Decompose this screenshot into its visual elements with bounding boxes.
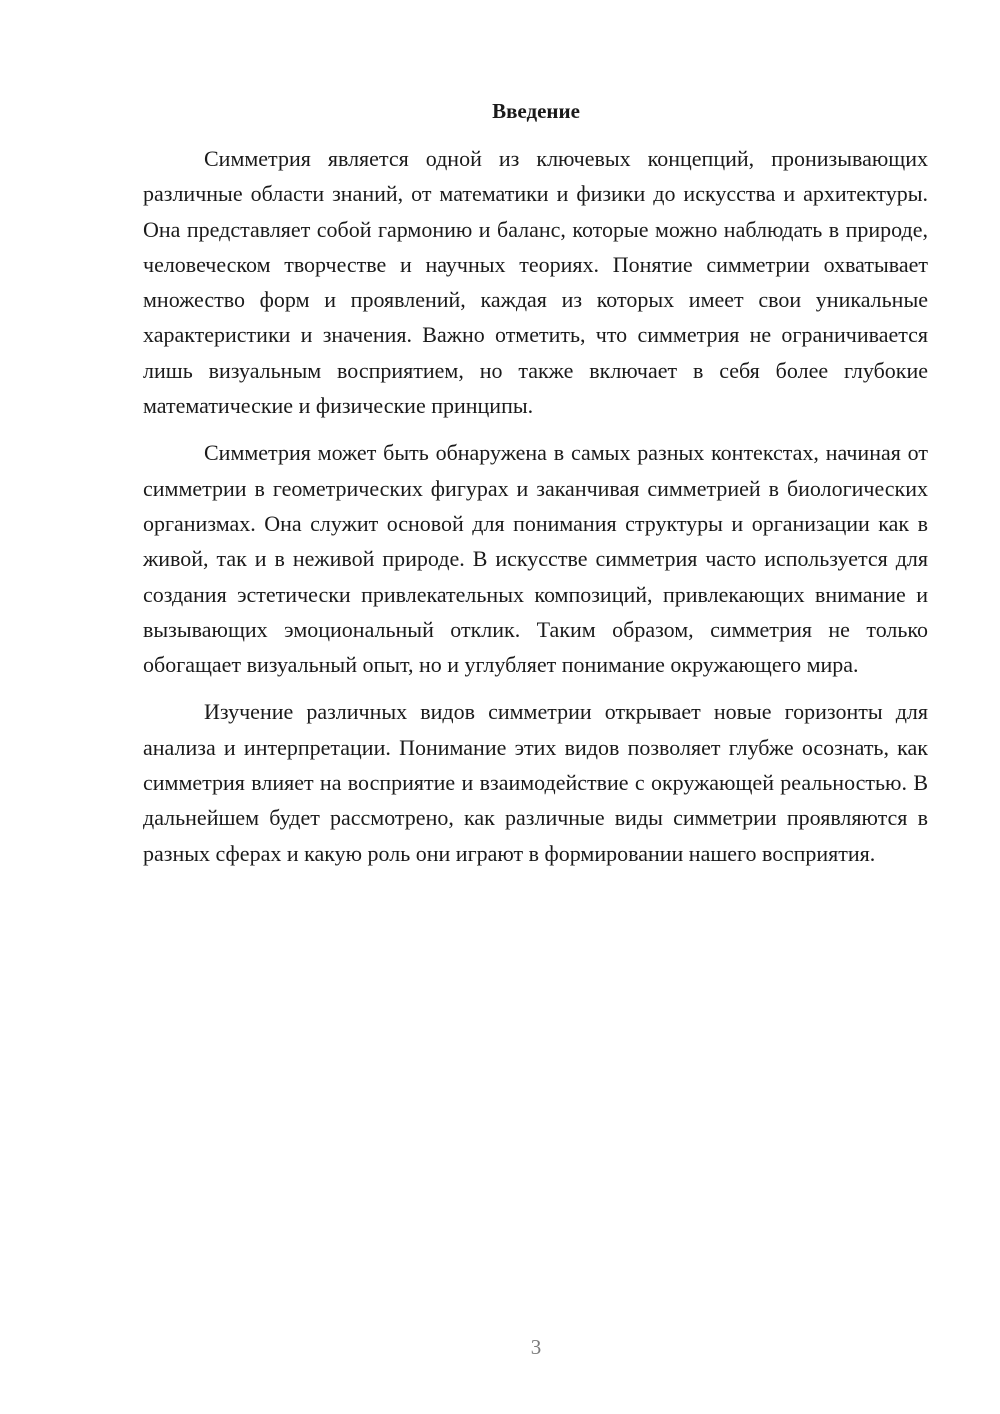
- page-number: 3: [530, 1335, 542, 1359]
- body-text: [143, 141, 928, 871]
- section-heading: Введение: [492, 99, 580, 123]
- paragraph-3: Изучение различных видов симметрии открывает новые горизонты для анализа и интерпретации. Понимание этих видов позволяет глубже осознать, как симметрия влияет на восприятие и взаимодействие с окружающей реальностью. В дальнейшем будет рассмотрено, как различные виды симметрии проявляются в разных сферах и какую роль они играют в формировании нашего восприятия.: [143, 699, 928, 866]
- paragraph-1: Симметрия является одной из ключевых концепций, пронизывающих различные области знаний, от математики и физики до искусства и архитектуры. Она представляет собой гармонию и баланс, которые можно наблюдать в природе, человеческом творчестве и научных теориях. Понятие симметрии охватывает множество форм и проявлений, каждая из которых имеет свои уникальные характеристики и значения. Важно отметить, что симметрия не ограничивается лишь визуальным восприятием, но также включает в себя более глубокие математические и физические принципы.: [143, 146, 928, 419]
- paragraph-2: Симметрия может быть обнаружена в самых разных контекстах, начиная от симметрии в геометрических фигурах и заканчивая симметрией в биологических организмах. Она служит основой для понимания структуры и организации как в живой, так и в неживой природе. В искусстве симметрия часто используется для создания эстетически привлекательных композиций, привлекающих внимание и вызывающих эмоциональный отклик. Таким образом, симметрия не только обогащает визуальный опыт, но и углубляет понимание окружающего мира.: [143, 440, 928, 678]
